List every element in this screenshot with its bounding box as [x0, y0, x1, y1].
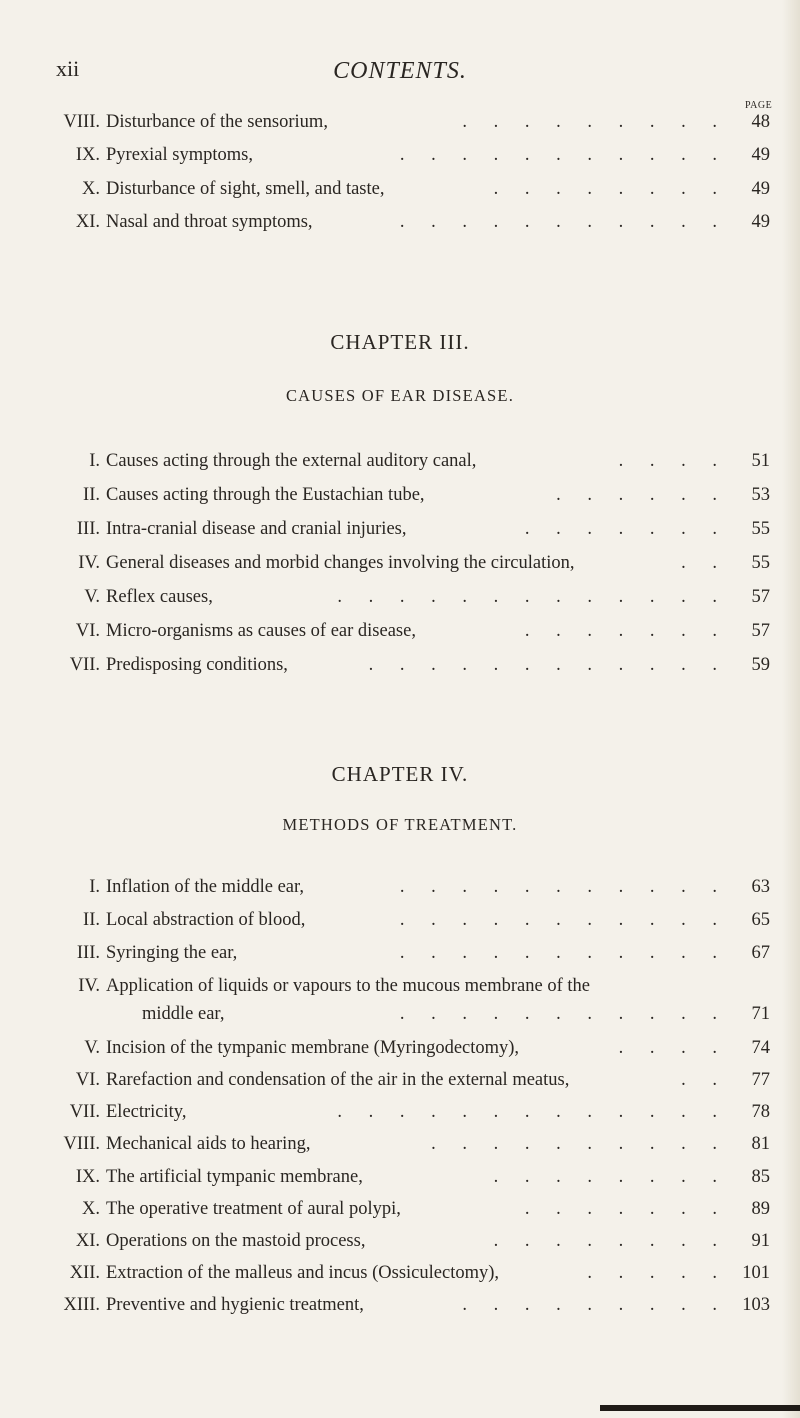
entry-title: Preventive and hygienic treatment,	[106, 1295, 364, 1315]
leader-dots: . . . . . . . . . . . . .	[337, 1102, 728, 1122]
entry-title: Syringing the ear,	[106, 943, 238, 963]
entry-page: 51	[751, 451, 770, 471]
leader-dots: . . . . .	[587, 1263, 728, 1283]
leader-dots: . .	[681, 553, 728, 573]
entry-title: Reflex causes,	[106, 587, 213, 607]
entry-number: VIII.	[63, 1134, 100, 1154]
leader-dots: . . . . . . . . . . .	[399, 910, 728, 930]
entry-number: IX.	[75, 1167, 100, 1187]
entry-page: 49	[751, 145, 770, 165]
entry-title: Intra-cranial disease and cranial injuries,	[106, 519, 407, 539]
entry-number: VII.	[69, 655, 100, 675]
entry-title: Operations on the mastoid process,	[106, 1231, 366, 1251]
page-edge-shadow	[782, 0, 800, 1418]
leader-dots: . . . . . . .	[524, 1199, 728, 1219]
entry-page: 48	[751, 112, 770, 132]
entry-title: Inflation of the middle ear,	[106, 877, 305, 897]
entry-number: X.	[82, 179, 100, 199]
entry-title: The artificial tympanic membrane,	[106, 1167, 363, 1187]
entry-number: VII.	[69, 1102, 100, 1122]
page-number: xii	[56, 56, 80, 81]
entry-page: 81	[751, 1134, 770, 1154]
entry-title: Disturbance of sight, smell, and taste,	[106, 179, 385, 199]
entry-number: V.	[84, 1038, 100, 1058]
entry-number: III.	[76, 943, 100, 963]
leader-dots: . . . . . . . . .	[462, 112, 728, 132]
entry-number: XI.	[75, 1231, 100, 1251]
leader-dots: . . . . . . . . . . . .	[368, 655, 728, 675]
leader-dots: . . . . . . .	[524, 519, 728, 539]
page-header	[0, 56, 800, 96]
entry-number: VIII.	[63, 112, 100, 132]
entry-page: 91	[751, 1231, 770, 1251]
leader-dots: . . . . . . .	[524, 621, 728, 641]
entry-title: Electricity,	[106, 1102, 187, 1122]
leader-dots: . . . . . . . . . . .	[399, 877, 728, 897]
leader-dots: . . . . . . . .	[493, 1231, 728, 1251]
entry-page: 67	[751, 943, 770, 963]
leader-dots: . .	[681, 1070, 728, 1090]
leader-dots: . . . .	[618, 451, 728, 471]
page-column-label: PAGE	[745, 100, 773, 111]
entry-page: 57	[751, 621, 770, 641]
entry-number: I.	[89, 877, 100, 897]
entry-page: 103	[742, 1295, 770, 1315]
entry-page: 85	[751, 1167, 770, 1187]
entry-page: 77	[751, 1070, 770, 1090]
entry-page: 65	[751, 910, 770, 930]
entry-page: 63	[751, 877, 770, 897]
entry-page: 49	[751, 212, 770, 232]
leader-dots: . . . . . . . . . . .	[399, 212, 728, 232]
entry-number: VI.	[75, 621, 100, 641]
leader-dots: . . . . . . . . . . .	[399, 145, 728, 165]
entry-page: 53	[751, 485, 770, 505]
entry-number: IV.	[78, 553, 100, 573]
entry-page: 78	[751, 1102, 770, 1122]
entry-number: I.	[89, 451, 100, 471]
entry-page: 49	[751, 179, 770, 199]
entry-title: Nasal and throat symptoms,	[106, 212, 313, 232]
leader-dots: . . . . . . . . . . .	[399, 1004, 728, 1024]
entry-number: III.	[76, 519, 100, 539]
chapter-subheading: CAUSES OF EAR DISEASE.	[285, 386, 515, 405]
chapter-heading: CHAPTER IV.	[331, 762, 469, 786]
entry-number: II.	[83, 485, 100, 505]
entry-title: Causes acting through the Eustachian tube,	[106, 485, 425, 505]
entry-title: Rarefaction and condensation of the air in the external meatus,	[106, 1070, 570, 1090]
chapter-heading: CHAPTER III.	[330, 330, 470, 354]
leader-dots: . . . . . . . . .	[462, 1295, 728, 1315]
entry-number: IX.	[75, 145, 100, 165]
entry-title: Incision of the tympanic membrane (Myringodectomy),	[106, 1038, 520, 1058]
entry-title: The operative treatment of aural polypi,	[106, 1199, 401, 1219]
entry-title: Predisposing conditions,	[106, 655, 288, 675]
leader-dots: . . . .	[618, 1038, 728, 1058]
entry-page: 74	[751, 1038, 770, 1058]
entry-page: 59	[751, 655, 770, 675]
leader-dots: . . . . . . . .	[493, 179, 728, 199]
bottom-rule	[600, 1405, 800, 1411]
leader-dots: . . . . . . . . . .	[431, 1134, 728, 1154]
entry-page: 101	[742, 1263, 770, 1283]
entry-page: 55	[751, 519, 770, 539]
entry-number: VI.	[75, 1070, 100, 1090]
entry-title: Disturbance of the sensorium,	[106, 112, 328, 132]
leader-dots: . . . . . .	[556, 485, 728, 505]
entry-page: 57	[751, 587, 770, 607]
entry-title: Application of liquids or vapours to the mucous membrane of the	[106, 976, 590, 996]
entry-title: Extraction of the malleus and incus (Ossiculectomy),	[106, 1263, 500, 1283]
entry-number: XII.	[69, 1263, 100, 1283]
entry-number: IV.	[78, 976, 100, 996]
leader-dots: . . . . . . . . . . .	[399, 943, 728, 963]
entry-title: Micro-organisms as causes of ear disease,	[106, 621, 416, 641]
entry-title: General diseases and morbid changes involving the circulation,	[106, 553, 575, 573]
entry-number: II.	[83, 910, 100, 930]
entry-page: 89	[751, 1199, 770, 1219]
entry-number: XIII.	[63, 1295, 100, 1315]
entry-page: 71	[751, 1004, 770, 1024]
leader-dots: . . . . . . . . . . . . .	[337, 587, 728, 607]
chapter-subheading: METHODS OF TREATMENT.	[282, 815, 518, 834]
entry-title: Causes acting through the external auditory canal,	[106, 451, 477, 471]
entry-title-continuation: middle ear,	[142, 1004, 225, 1024]
leader-dots: . . . . . . . .	[493, 1167, 728, 1187]
entry-page: 55	[751, 553, 770, 573]
entry-number: X.	[82, 1199, 100, 1219]
entry-number: V.	[84, 587, 100, 607]
running-title: CONTENTS.	[333, 58, 467, 84]
entry-title: Pyrexial symptoms,	[106, 145, 253, 165]
entry-title: Local abstraction of blood,	[106, 910, 306, 930]
entry-title: Mechanical aids to hearing,	[106, 1134, 311, 1154]
entry-number: XI.	[75, 212, 100, 232]
